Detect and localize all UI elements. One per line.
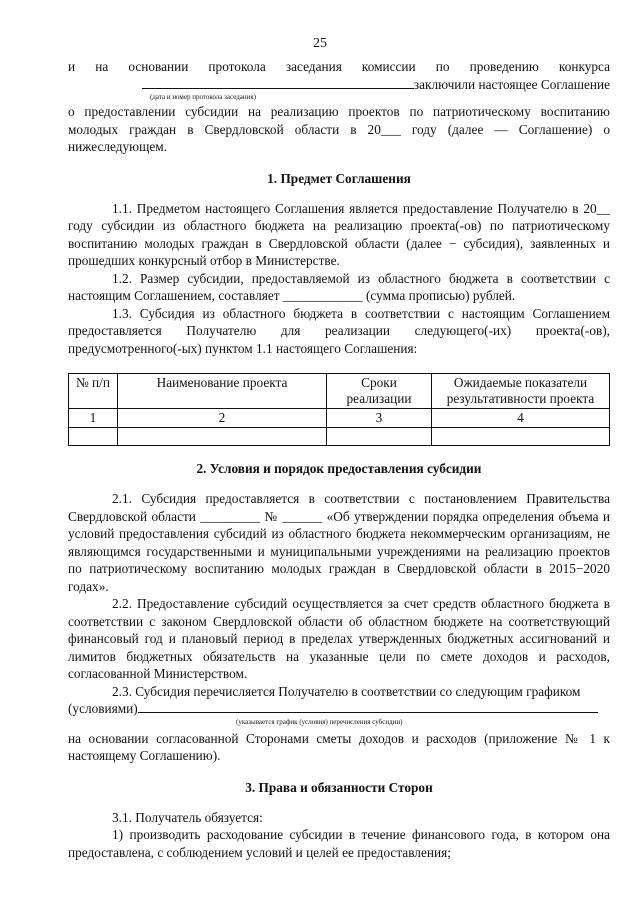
header-indicators: Ожидаемые показатели результативности проекта xyxy=(432,374,610,409)
table-cell: 1 xyxy=(69,409,118,428)
intro-line-1: и на основании протокола заседания комиссии по проведению конкурса xyxy=(68,59,610,74)
table-header-row xyxy=(69,374,610,409)
header-terms: Сроки реализации xyxy=(327,374,432,409)
schedule-caption: (указывается график (условия) перечисления субсидии) xyxy=(236,717,403,726)
section-3-title: 3. Права и обязанности Сторон xyxy=(245,779,433,795)
clause-3-1-item-1: 1) производить расходование субсидии в течение финансового года, в котором она предоставлена, с соблюдением условий и целей ее предоставления; xyxy=(68,827,610,860)
table-cell xyxy=(432,428,610,446)
header-project-name: Наименование проекта xyxy=(118,374,327,409)
clause-3-1: 3.1. Получатель обязуется: xyxy=(112,809,263,825)
table-number-row xyxy=(69,409,610,428)
schedule-label: (условиями) xyxy=(68,701,138,716)
protocol-caption: (дата и номер протокола заседания) xyxy=(150,93,256,101)
section-1-title: 1. Предмет Соглашения xyxy=(267,170,411,186)
clause-1-1: 1.1. Предметом настоящего Соглашения является предоставление Получателю в 20__ году субсидии из областного бюджета на реализацию проекта(-ов) по патриотическому воспитанию молодых граждан в Свердловской области (далее − субсидия), заявленных и прошедших конкурсный отбор в Министерстве. xyxy=(68,200,610,268)
table-cell: 4 xyxy=(432,409,610,428)
page-number: 25 xyxy=(313,36,327,51)
schedule-blank xyxy=(138,700,598,713)
clause-2-3-basis: на основании согласованной Сторонами сметы доходов и расходов (приложение № 1 к настоящему Соглашению). xyxy=(68,730,610,763)
clause-2-1: 2.1. Субсидия предоставляется в соответствии с постановлением Правительства Свердловской области _________ № ______ «Об утверждении порядка определения объема и условий предоставления субсидий из областного бюджета некоммерческим организациям, не являющимся государственными и муниципальными учреждениями на реализацию проектов по патриотическому воспитанию молодых граждан в Свердловской области в 2015−2020 годах». xyxy=(68,491,610,594)
intro-line-2-tail: заключили настоящее Соглашение xyxy=(413,76,610,92)
table-cell: 2 xyxy=(118,409,327,428)
table-cell: 3 xyxy=(327,409,432,428)
table-empty-row xyxy=(69,428,610,446)
document-body xyxy=(68,58,610,861)
clause-1-2: 1.2. Размер субсидии, предоставляемой из областного бюджета в соответствии с настоящим Соглашением, составляет ____________ (сумма прописью) рублей. xyxy=(68,270,610,303)
table-cell xyxy=(327,428,432,446)
section-2-title: 2. Условия и порядок предоставления субсидии xyxy=(196,461,482,476)
table-cell xyxy=(69,428,118,446)
intro-rest: о предоставлении субсидии на реализацию проектов по патриотическому воспитанию молодых граждан в Свердловской области в 20___ году (далее — Соглашение) о нижеследующем. xyxy=(68,104,610,154)
clause-2-2: 2.2. Предоставление субсидий осуществляется за счет средств областного бюджета в соответствии с законом Свердловской области об областном бюджете на соответствующий финансовый год и плановый период в пределах утвержденных бюджетных ассигнований и лимитов бюджетных обязательств на указанные цели по смете доходов и расходов, согласованной Министерством. xyxy=(68,596,610,681)
header-number: № п/п xyxy=(69,374,118,409)
clause-2-3-cont xyxy=(68,700,610,718)
clause-1-3: 1.3. Субсидия из областного бюджета в соответствии с настоящим Соглашением предоставляется Получателю для реализации следующего(-их) проекта(-ов), предусмотренного(-ых) пунктом 1.1 настоящего Соглашения: xyxy=(68,305,610,356)
clause-2-3: 2.3. Субсидия перечисляется Получателю в соответствии со следующим графиком xyxy=(112,683,581,699)
protocol-blank xyxy=(142,76,414,89)
intro-line-2 xyxy=(68,76,610,94)
projects-table xyxy=(68,373,610,446)
table-cell xyxy=(118,428,327,446)
